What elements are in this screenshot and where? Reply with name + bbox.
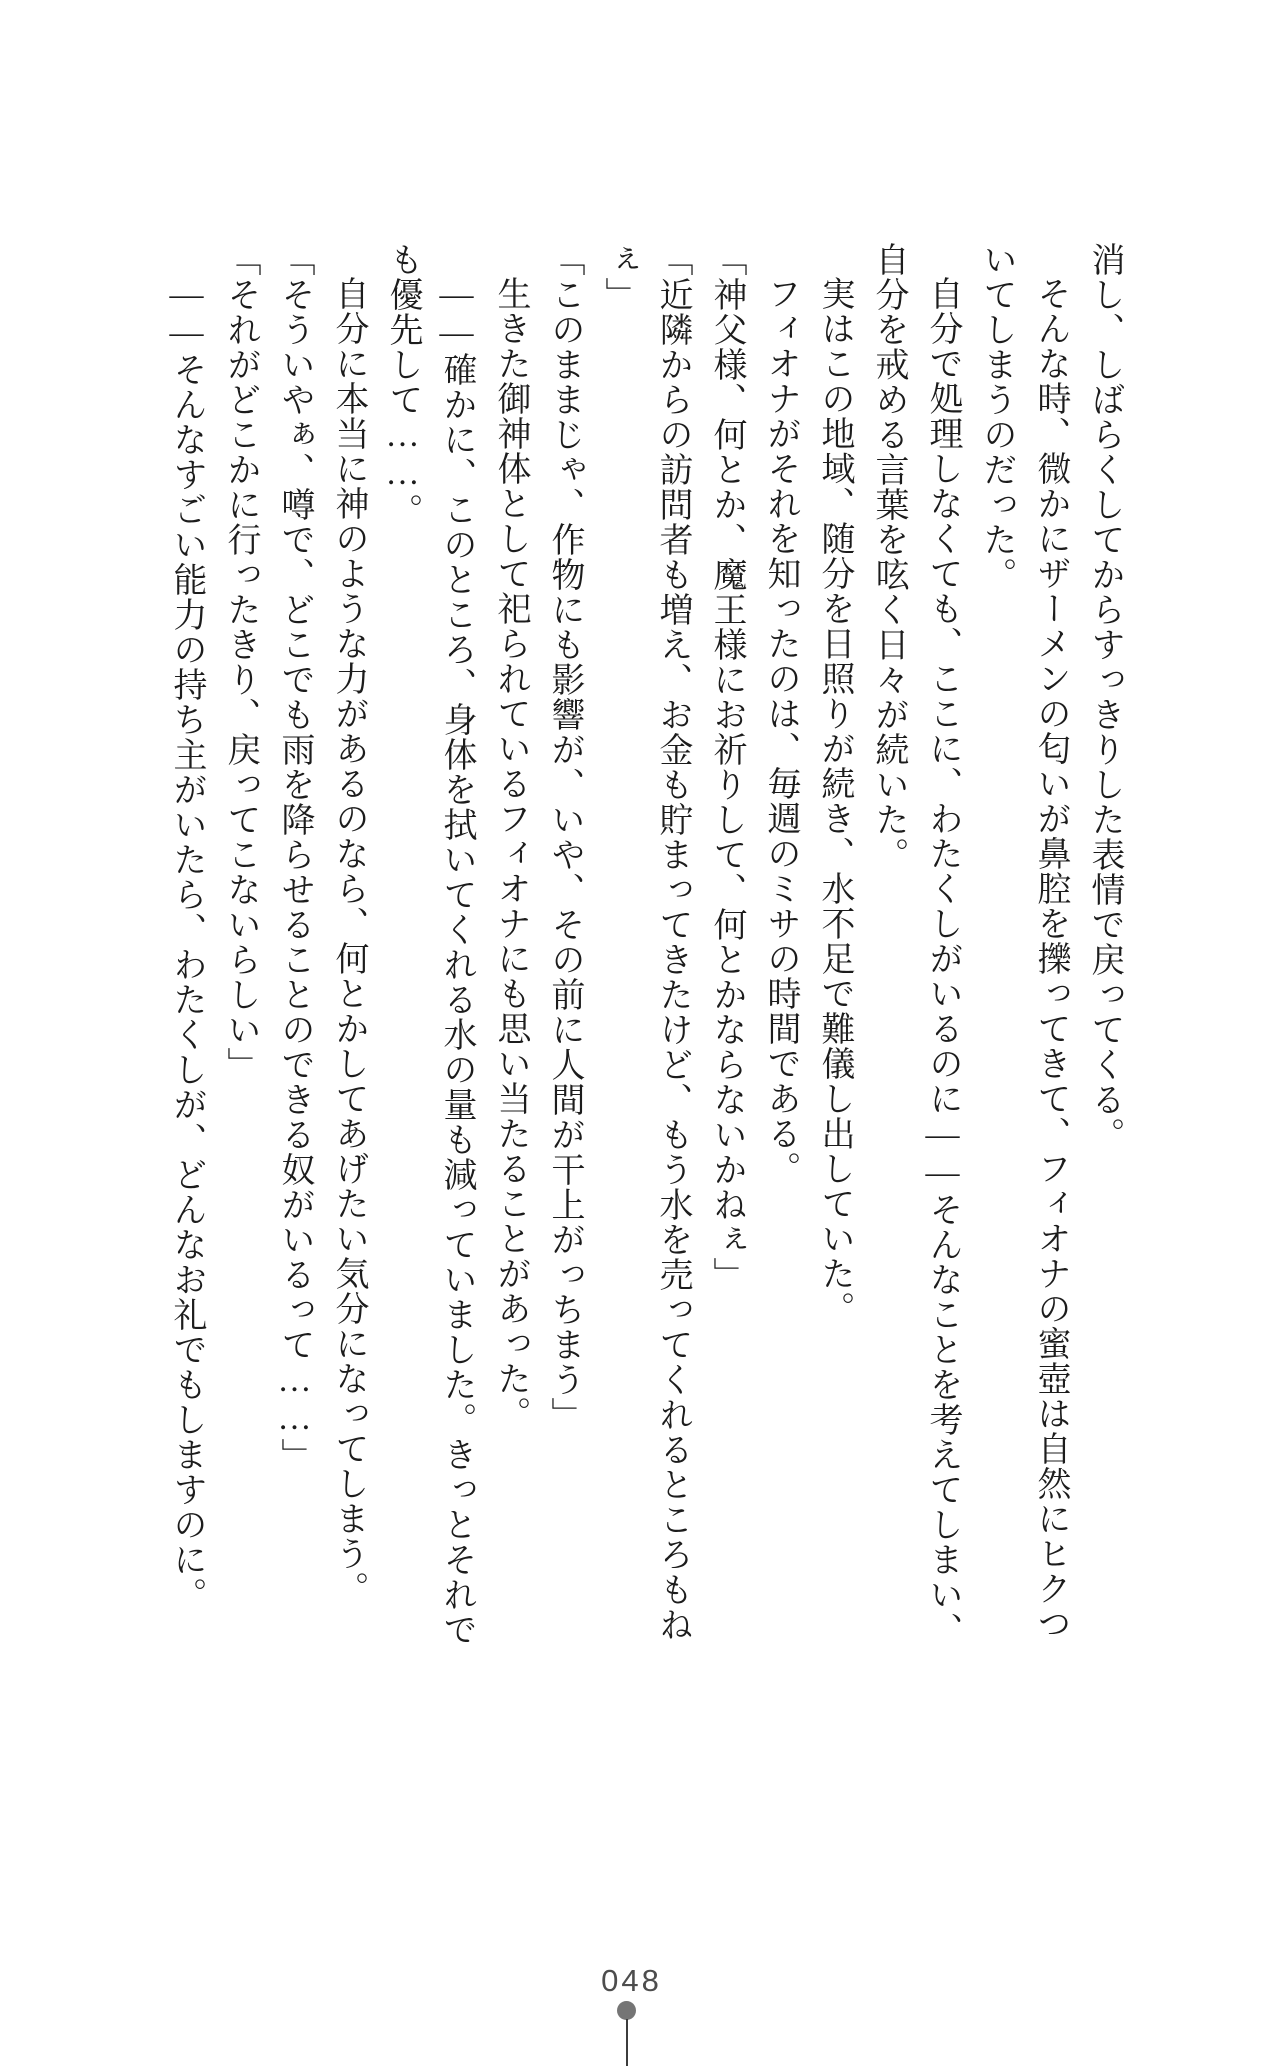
body-text <box>159 242 1131 1648</box>
page-number: 048 <box>601 1963 662 1998</box>
text-line: 自分に本当に神のような力があるのなら、何とかしてあげたい気分になってしまう。 <box>330 276 367 1606</box>
text-line: 消し、しばらくしてからすっきりした表情で戻ってくる。 <box>1086 242 1123 1152</box>
text-line: いてしまうのだった。 <box>978 242 1015 592</box>
text-line: 「それがどこかに行ったきり、戻ってこないらしい」 <box>222 242 259 1082</box>
text-line: 「そういやぁ、噂で、どこでも雨を降らせることのできる奴がいるって……」 <box>276 242 313 1473</box>
footer-rule <box>626 2019 628 2066</box>
text-line: ――そんなすごい能力の持ち主がいたら、わたくしが、どんなお礼でもしますのに。 <box>168 276 205 1612</box>
text-line: 「神父様、何とか、魔王様にお祈りして、何とかならないかねぇ」 <box>708 242 745 1292</box>
footer-dot-ornament <box>617 2001 636 2020</box>
text-line: フィオナがそれを知ったのは、毎週のミサの時間である。 <box>762 276 799 1186</box>
text-line: も優先して……。 <box>384 242 421 528</box>
text-line: 実はこの地域、随分を日照りが続き、水不足で難儀し出していた。 <box>816 276 853 1326</box>
text-line: ――確かに、このところ、身体を拭いてくれる水の量も減っていました。きっとそれで <box>438 276 475 1647</box>
text-line: 生きた御神体として祀られているフィオナにも思い当たることがあった。 <box>492 276 529 1431</box>
text-line: 自分を戒める言葉を呟く日々が続いた。 <box>870 242 907 872</box>
text-line: ぇ」 <box>600 242 637 312</box>
text-line: そんな時、微かにザーメンの匂いが鼻腔を擽ってきて、フィオナの蜜壺は自然にヒクつ <box>1032 276 1069 1641</box>
text-line: 「このままじゃ、作物にも影響が、いや、その前に人間が干上がっちまう」 <box>546 242 583 1432</box>
text-line: 自分で処理しなくても、ここに、わたくしがいるのに――そんなことを考えてしまい、 <box>924 276 961 1647</box>
text-line: 「近隣からの訪問者も増え、お金も貯まってきたけど、もう水を売ってくれるところもね <box>654 242 691 1642</box>
